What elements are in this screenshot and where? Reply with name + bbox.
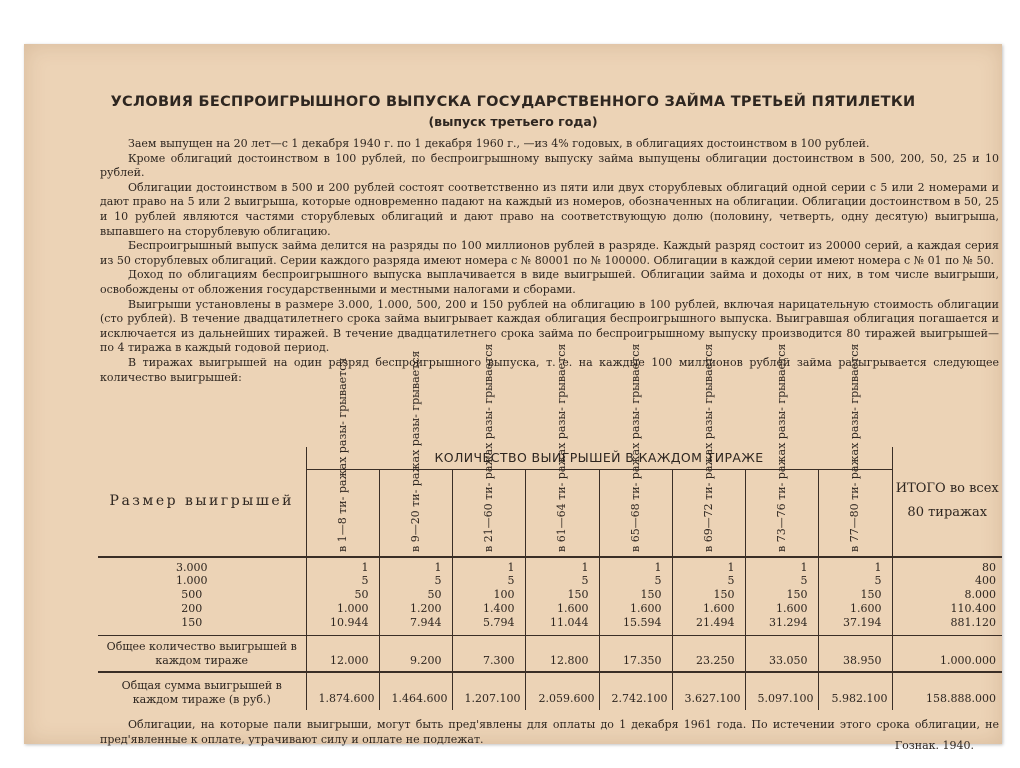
table-cell: 1.600 <box>818 602 892 616</box>
draw-range-header: в 9—20 ти- ражах разы- грывается <box>379 470 452 557</box>
table-cell: 1 <box>599 557 672 575</box>
prize-size: 1.000 <box>176 574 208 588</box>
table-cell: 150 <box>745 588 818 602</box>
table-cell: 5 <box>306 574 379 588</box>
prize-size: 500 <box>181 588 203 602</box>
table-cell: 21.494 <box>672 616 745 636</box>
document-subtitle: (выпуск третьего года) <box>428 114 598 129</box>
table-cell: 150 <box>599 588 672 602</box>
count-total: 1.000.000 <box>892 636 1002 673</box>
table-cell: 5.097.100 <box>745 672 818 710</box>
table-row <box>98 574 1002 588</box>
table-cell: 5 <box>818 574 892 588</box>
table-cell: 5 <box>452 574 525 588</box>
table-row <box>98 602 1002 616</box>
table-cell: 1.874.600 <box>306 672 379 710</box>
table-cell: 50 <box>306 588 379 602</box>
table-cell: 5.794 <box>452 616 525 636</box>
sum-row-label: Общая сумма выигрышей в каждом тираже (в руб.) <box>98 672 306 710</box>
prize-size-header: Размер выигрышей <box>109 493 294 510</box>
table-cell: 12.800 <box>525 636 599 673</box>
draw-range-header: в 21—60 ти- ражах разы- грывается <box>452 470 525 557</box>
table-cell: 1.000 <box>306 602 379 616</box>
table-cell: 50 <box>379 588 452 602</box>
table-row <box>98 557 1002 575</box>
paragraph: В тиражах выигрышей на один разряд беспроигрышного выпуска, т. е. на каждые 100 миллионов рублей займа разыгрывается следующее количество выигрышей: <box>100 355 999 384</box>
table-cell: 150 <box>525 588 599 602</box>
table-cell: 33.050 <box>745 636 818 673</box>
draw-range-header: в 73—76 ти- ражах разы- грывается <box>745 470 818 557</box>
prize-size: 3.000 <box>98 557 306 575</box>
table-cell: 1 <box>379 557 452 575</box>
table-cell: 1.200 <box>379 602 452 616</box>
sum-total: 158.888.000 <box>892 672 1002 710</box>
row-total: 80 <box>892 557 1002 575</box>
table-cell: 2.742.100 <box>599 672 672 710</box>
table-row <box>98 588 1002 602</box>
draw-range-header: в 69—72 ти- ражах разы- грывается <box>672 470 745 557</box>
table-cell: 1.600 <box>745 602 818 616</box>
table-cell: 12.000 <box>306 636 379 673</box>
table-cell: 7.944 <box>379 616 452 636</box>
table-cell: 1.600 <box>672 602 745 616</box>
table-cell: 1.600 <box>599 602 672 616</box>
table-cell: 37.194 <box>818 616 892 636</box>
table-cell: 5.982.100 <box>818 672 892 710</box>
prize-size: 200 <box>181 601 203 615</box>
table-cell: 23.250 <box>672 636 745 673</box>
paragraph: Выигрыши установлены в размере 3.000, 1.000, 500, 200 и 150 рублей на облигацию в 100 рублей, включая нарицательную стоимость облигации (сто рублей). В течение двадцатилетнего срока займа выигрывает каждая облигация беспроигрышного выпуска. Выигравшая облигация погашается и исключается из дальнейших тиражей. В течение двадцатилетнего срока займа по беспроигрышному выпуску производится 80 тиражей выигрышей—по 4 тиража в каждый годовой период. <box>100 297 999 355</box>
table-cell: 5 <box>525 574 599 588</box>
paragraph: Беспроигрышный выпуск займа делится на разряды по 100 миллионов рублей в разряде. Каждый разряд состоит из 20000 серий, а каждая серия из 50 сторублевых облигаций. Серии каждого разряда имеют номера с № 80001 по № 100000. Облигации в каждой серии имеют номера с № 01 по № 50. <box>100 239 999 267</box>
row-total: 881.120 <box>892 616 1002 636</box>
draw-range-header: в 77—80 ти- ражах разы- грывается <box>818 470 892 557</box>
table-row <box>98 616 1002 636</box>
table-cell: 7.300 <box>452 636 525 673</box>
table-cell: 100 <box>452 588 525 602</box>
sum-row <box>98 672 1002 710</box>
table-cell: 11.044 <box>525 616 599 636</box>
bond-document <box>24 44 1002 752</box>
footer-note <box>100 718 999 747</box>
table-cell: 150 <box>818 588 892 602</box>
draw-range-header: в 61—64 ти- ражах разы- грывается <box>525 470 599 557</box>
draw-range-header: в 65—68 ти- ражах разы- грывается <box>599 470 672 557</box>
row-total: 8.000 <box>892 588 1002 602</box>
table-cell: 1 <box>745 557 818 575</box>
table-cell: 31.294 <box>745 616 818 636</box>
draws-group-header: КОЛИЧЕСТВО ВЫИГРЫШЕЙ В КАЖДОМ ТИРАЖЕ <box>306 447 892 470</box>
table-cell: 1.600 <box>525 602 599 616</box>
table-cell: 1 <box>672 557 745 575</box>
table-cell: 9.200 <box>379 636 452 673</box>
table-cell: 1 <box>452 557 525 575</box>
table-cell: 1.464.600 <box>379 672 452 710</box>
count-row-label: Общее количество выигрышей в каждом тираже <box>98 636 306 673</box>
table-cell: 1 <box>818 557 892 575</box>
table-cell: 38.950 <box>818 636 892 673</box>
paragraph: Облигации достоинством в 500 и 200 рублей состоят соответственно из пяти или двух сторублевых облигаций одной серии с 5 или 2 номерами и дают право на 5 или 2 выигрыша, которые одновременно падают на каждый из номеров, обозначенных на облигации. Облигации достоинством в 50, 25 и 10 рублей являются частями сторублевых облигаций и дают право на соответствующую долю (половину, четверть, одну десятую) выигрыша, выпавшего на сторублевую облигацию. <box>100 180 999 238</box>
footer-paragraph: Облигации, на которые пали выигрыши, могут быть пред'явлены для оплаты до 1 декабря 1961 года. По истечении этого срока облигации, не пред'явленные к оплате, утрачивают силу и оплате не подлежат. <box>100 718 999 746</box>
total-header: ИТОГО во всех 80 тиражах <box>892 447 1002 557</box>
document-title: УСЛОВИЯ БЕСПРОИГРЫШНОГО ВЫПУСКА ГОСУДАРСТВЕННОГО ЗАЙМА ТРЕТЬЕЙ ПЯТИЛЕТКИ <box>110 94 916 110</box>
table-cell: 1 <box>525 557 599 575</box>
table-cell: 5 <box>672 574 745 588</box>
table-cell: 5 <box>745 574 818 588</box>
printer-imprint: Гознак. 1940. <box>894 739 974 752</box>
table-cell: 2.059.600 <box>525 672 599 710</box>
prize-size: 150 <box>181 615 203 629</box>
table-cell: 3.627.100 <box>672 672 745 710</box>
count-row <box>98 636 1002 673</box>
row-total: 110.400 <box>892 602 1002 616</box>
draw-range-header: в 1—8 ти- ражах разы- грывается <box>306 470 379 557</box>
paragraph: Кроме облигаций достоинством в 100 рублей, по беспроигрышному выпуску займа выпущены облигации достоинством в 500, 200, 50, 25 и 10 рублей. <box>100 151 999 180</box>
paragraph: Доход по облигациям беспроигрышного выпуска выплачивается в виде выигрышей. Облигации займа и доходы от них, в том числе выигрыши, освобождены от обложения государственными и местными налогами и сборами. <box>100 268 999 296</box>
table-cell: 1.207.100 <box>452 672 525 710</box>
table-cell: 150 <box>672 588 745 602</box>
table-cell: 5 <box>379 574 452 588</box>
table-cell: 17.350 <box>599 636 672 673</box>
table-cell: 15.594 <box>599 616 672 636</box>
row-total: 400 <box>892 574 1002 588</box>
paragraph: Заем выпущен на 20 лет—с 1 декабря 1940 г. по 1 декабря 1960 г., —из 4% годовых, в облигациях достоинством в 100 рублей. <box>128 137 870 150</box>
table-cell: 1.400 <box>452 602 525 616</box>
terms-text <box>100 137 999 385</box>
table-cell: 5 <box>599 574 672 588</box>
table-cell: 1 <box>306 557 379 575</box>
table-cell: 10.944 <box>306 616 379 636</box>
